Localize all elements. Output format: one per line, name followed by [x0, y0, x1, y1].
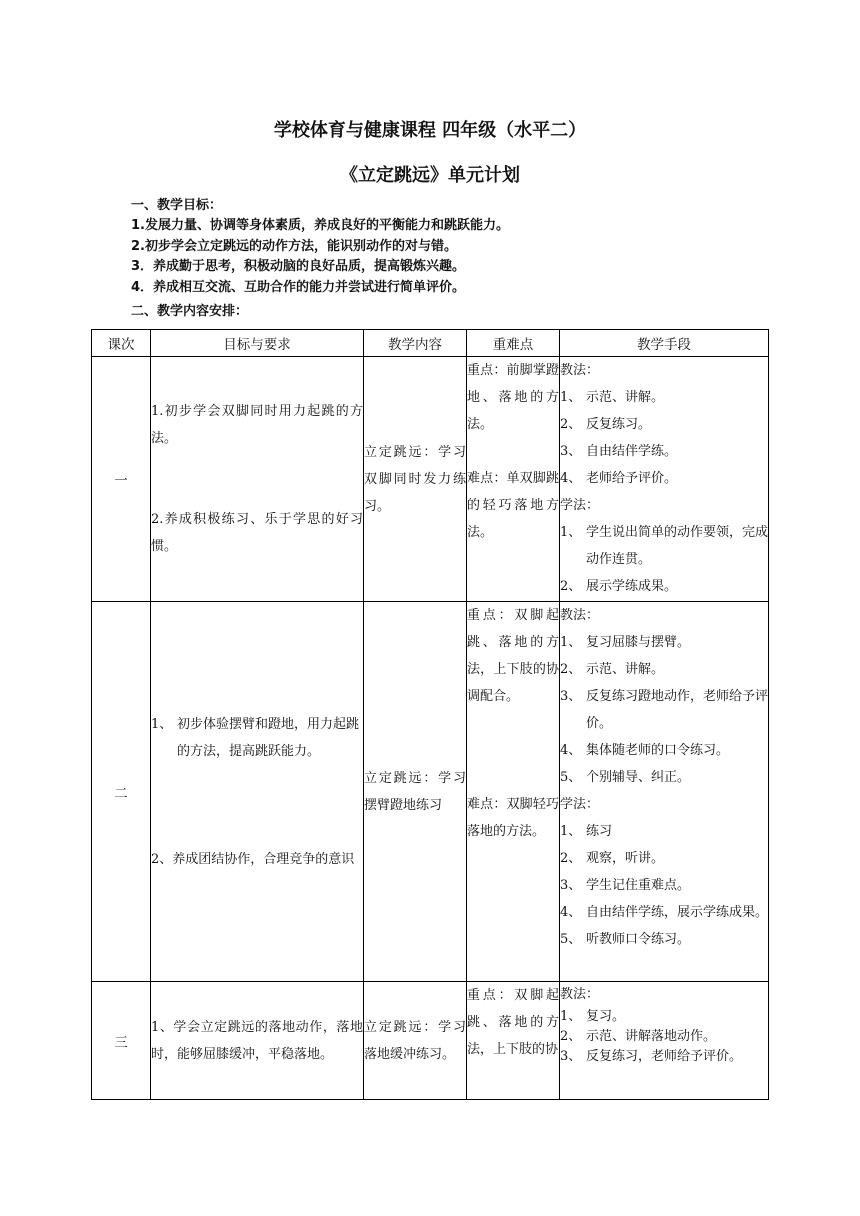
goal-item: 4．养成相互交流、互助合作的能力并尝试进行简单评价。: [131, 279, 466, 295]
key-points-cell: [467, 982, 560, 1100]
goals-cell: [151, 357, 364, 602]
teaching-method-list: [560, 1007, 768, 1067]
learning-method-list: [560, 818, 768, 953]
key-point-text: 重点：双脚起跳、落地的方法，上下肢的协调配合。: [467, 608, 559, 704]
list-item: 1、 复习屈膝与摆臂。: [560, 635, 691, 650]
page-subtitle: 《立定跳远》单元计划: [340, 165, 520, 186]
table-row: [92, 357, 769, 602]
list-item: 3、 自由结伴学练。: [560, 444, 678, 459]
methods-cell: [560, 982, 769, 1100]
header-goals: 目标与要求: [151, 330, 364, 357]
teaching-method-label: 教法：: [560, 987, 600, 1002]
content-cell: [364, 602, 467, 982]
list-item: 1、 示范、讲解。: [560, 390, 665, 405]
lesson-number: 二: [92, 602, 151, 982]
methods-cell: [560, 357, 769, 602]
header-content: 教学内容: [364, 330, 467, 357]
content-text: 立定跳远：学习双脚同时发力练习。: [364, 444, 466, 514]
teaching-method-list: [560, 629, 768, 791]
list-item: 2、 展示学练成果。: [560, 579, 678, 594]
methods-cell: [560, 602, 769, 982]
goal-text: 2.养成积极练习、乐于学思的好习惯。: [151, 512, 363, 554]
page-title: 学校体育与健康课程 四年级（水平二）: [273, 120, 587, 141]
content-text: 立定跳远：学习落地缓冲练习。: [364, 1019, 466, 1062]
goals-heading: 一、教学目标：: [131, 198, 223, 213]
key-point-text: 重点：双脚起跳、落地的方法，上下肢的协: [467, 988, 559, 1057]
content-text: 立定跳远：学习摆臂蹬地练习: [364, 770, 466, 813]
goals-cell: [151, 602, 364, 982]
list-item: 1、 复习。: [560, 1009, 626, 1024]
key-point-text: 重点：前脚掌蹬地、落地的方法。: [467, 363, 559, 432]
list-item: 3、 反复练习蹬地动作，老师给予评价。: [560, 689, 769, 731]
list-item: 2、 示范、讲解落地动作。: [560, 1029, 717, 1044]
goal-text: 1.初步学会双脚同时用力起跳的方法。: [151, 404, 363, 446]
list-item: 2、 示范、讲解。: [560, 662, 665, 677]
goal-item: 2.初步学会立定跳远的动作方法，能识别动作的对与错。: [131, 238, 457, 254]
content-heading: 二、教学内容安排：: [131, 304, 249, 319]
difficulty-text: 难点：双脚轻巧落地的方法。: [467, 797, 559, 839]
header-methods: 教学手段: [560, 330, 769, 357]
goal-text: 1、学会立定跳远的落地动作，落地时，能够屈膝缓冲，平稳落地。: [151, 1019, 363, 1062]
list-item: 1、 学生说出简单的动作要领，完成动作连贯。: [560, 525, 769, 567]
header-key-points: 重难点: [467, 330, 560, 357]
list-item: 5、 个别辅导、纠正。: [560, 770, 691, 785]
goal-item: 3．养成勤于思考，积极动脑的良好品质，提高锻炼兴趣。: [131, 259, 466, 274]
goals-list: [131, 216, 509, 298]
table-row: [92, 602, 769, 982]
learning-method-label: 学法：: [560, 498, 600, 513]
list-item: 2、 反复练习。: [560, 417, 652, 432]
list-item: 5、 听教师口令练习。: [560, 932, 691, 947]
teaching-method-list: [560, 384, 768, 492]
list-item: 3、 学生记住重难点。: [560, 878, 691, 893]
unit-plan-table: [91, 329, 769, 1100]
table-header-row: [92, 330, 769, 357]
lesson-number: 三: [92, 982, 151, 1100]
content-cell: [364, 982, 467, 1100]
content-cell: [364, 357, 467, 602]
list-item: 4、 自由结伴学练，展示学练成果。: [560, 905, 769, 920]
goal-text: 1、 初步体验摆臂和蹬地，用力起跳的方法，提高跳跃能力。: [151, 716, 360, 759]
goal-text: 2、养成团结协作，合理竞争的意识: [151, 851, 355, 867]
table-row: [92, 982, 769, 1100]
list-item: 3、 反复练习，老师给予评价。: [560, 1049, 743, 1064]
lesson-number: 一: [92, 357, 151, 602]
difficulty-text: 难点：单双脚跳的轻巧落地方法。: [467, 471, 559, 540]
learning-method-label: 学法：: [560, 797, 600, 812]
list-item: 4、 老师给予评价。: [560, 471, 678, 486]
teaching-method-label: 教法：: [560, 608, 600, 623]
goal-item: 1.发展力量、协调等身体素质，养成良好的平衡能力和跳跃能力。: [131, 218, 509, 233]
list-item: 2、 观察，听讲。: [560, 851, 665, 866]
teaching-method-label: 教法：: [560, 363, 600, 378]
key-points-cell: [467, 357, 560, 602]
header-lesson: 课次: [92, 330, 151, 357]
goals-cell: [151, 982, 364, 1100]
key-points-cell: [467, 602, 560, 982]
learning-method-list: [560, 519, 768, 600]
list-item: 1、 练习: [560, 824, 613, 839]
list-item: 4、 集体随老师的口令练习。: [560, 743, 730, 758]
